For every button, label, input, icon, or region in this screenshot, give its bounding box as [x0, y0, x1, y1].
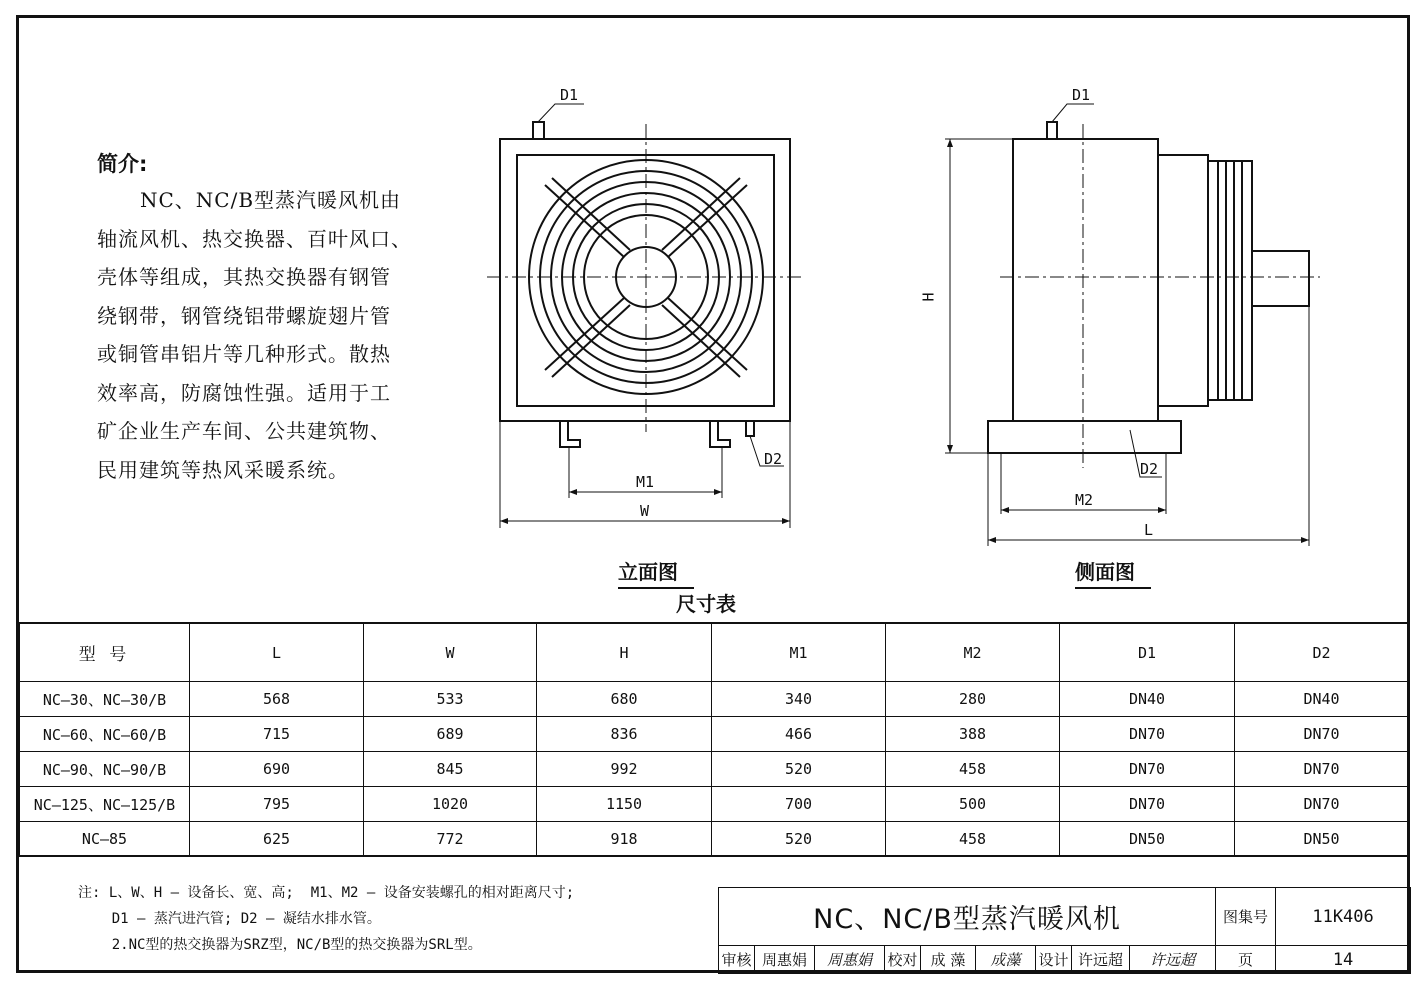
cell-m1: 340 — [712, 682, 886, 717]
drawing-title: NC、NC/B型蒸汽暖风机 — [719, 888, 1216, 946]
cell-d1: DN70 — [1060, 787, 1235, 822]
cell-m2: 388 — [886, 717, 1060, 752]
header-m2: M2 — [886, 623, 1060, 682]
intro-line-7: 矿企业生产车间、公共建筑物、 — [97, 419, 391, 443]
cell-w: 689 — [364, 717, 537, 752]
cell-d2: DN70 — [1235, 787, 1409, 822]
front-view-drawing — [500, 122, 790, 447]
reviewer-signature: 周惠娟 — [815, 946, 885, 974]
side-view-caption: 侧面图 — [1075, 556, 1151, 589]
header-l: L — [190, 623, 364, 682]
cell-m1: 520 — [712, 752, 886, 787]
header-d1: D1 — [1060, 623, 1235, 682]
atlas-label: 图集号 — [1216, 888, 1276, 946]
cell-l: 568 — [190, 682, 364, 717]
cell-model: NC—85 — [20, 822, 190, 857]
cell-l: 690 — [190, 752, 364, 787]
cell-l: 715 — [190, 717, 364, 752]
intro-title: 简介: — [97, 152, 148, 176]
cell-l: 795 — [190, 787, 364, 822]
cell-l: 625 — [190, 822, 364, 857]
atlas-number: 11K406 — [1276, 888, 1411, 946]
cell-model: NC—30、NC—30/B — [20, 682, 190, 717]
front-d1-label: D1 — [560, 86, 579, 104]
cell-m2: 500 — [886, 787, 1060, 822]
cell-d2: DN40 — [1235, 682, 1409, 717]
cell-model: NC—60、NC—60/B — [20, 717, 190, 752]
table-title: 尺寸表 — [676, 592, 736, 616]
intro-line-6: 效率高，防腐蚀性强。适用于工 — [97, 381, 391, 405]
table-header-row — [20, 623, 1409, 682]
cell-d2: DN70 — [1235, 752, 1409, 787]
intro-line-4: 绕钢带，钢管绕铝带螺旋翅片管 — [97, 304, 391, 328]
cell-m2: 458 — [886, 752, 1060, 787]
designer-signature: 许远超 — [1130, 946, 1216, 974]
cell-d1: DN70 — [1060, 752, 1235, 787]
table-row — [20, 787, 1409, 822]
dimension-table — [19, 622, 1409, 857]
notes — [78, 880, 574, 958]
side-h-label: H — [919, 292, 938, 302]
cell-h: 680 — [537, 682, 712, 717]
intro-line-2: 轴流风机、热交换器、百叶风口、 — [97, 227, 412, 251]
cell-w: 772 — [364, 822, 537, 857]
note-line-2: D1 — 蒸汽进汽管; D2 — 凝结水排水管。 — [78, 911, 381, 927]
cell-d2: DN70 — [1235, 717, 1409, 752]
cell-m1: 466 — [712, 717, 886, 752]
table-row — [20, 822, 1409, 857]
intro-line-5: 或铜管串铝片等几种形式。散热 — [97, 342, 391, 366]
check-label: 校对 — [885, 946, 921, 974]
cell-d1: DN50 — [1060, 822, 1235, 857]
front-m1-label: M1 — [636, 473, 655, 491]
header-w: W — [364, 623, 537, 682]
side-d2-label: D2 — [1140, 460, 1159, 478]
cell-m1: 700 — [712, 787, 886, 822]
front-w-label: W — [640, 502, 650, 520]
table-row — [20, 682, 1409, 717]
reviewer-name: 周惠娟 — [755, 946, 815, 974]
cell-model: NC—90、NC—90/B — [20, 752, 190, 787]
cell-d1: DN40 — [1060, 682, 1235, 717]
table-row — [20, 717, 1409, 752]
cell-d2: DN50 — [1235, 822, 1409, 857]
cell-m1: 520 — [712, 822, 886, 857]
front-d2-label: D2 — [764, 450, 783, 468]
cell-h: 836 — [537, 717, 712, 752]
cell-m2: 458 — [886, 822, 1060, 857]
header-h: H — [537, 623, 712, 682]
header-model: 型 号 — [20, 623, 190, 682]
cell-w: 845 — [364, 752, 537, 787]
table-row — [20, 752, 1409, 787]
cell-w: 1020 — [364, 787, 537, 822]
intro-line-3: 壳体等组成，其热交换器有钢管 — [97, 265, 391, 289]
note-line-1: 注: L、W、H — 设备长、宽、高; M1、M2 — 设备安装螺孔的相对距离尺寸; — [78, 885, 575, 901]
checker-name: 成 藻 — [921, 946, 976, 974]
table-bottom-rule — [19, 855, 1408, 857]
title-block — [718, 887, 1411, 974]
cell-d1: DN70 — [1060, 717, 1235, 752]
cell-w: 533 — [364, 682, 537, 717]
intro-line-1: NC、NC/B型蒸汽暖风机由 — [140, 188, 402, 212]
intro-line-8: 民用建筑等热风采暖系统。 — [97, 458, 349, 482]
front-view-caption: 立面图 — [618, 556, 694, 589]
side-l-label: L — [1144, 521, 1154, 539]
side-m2-label: M2 — [1075, 491, 1094, 509]
note-line-3: 2.NC型的热交换器为SRZ型，NC/B型的热交换器为SRL型。 — [78, 937, 482, 953]
designer-name: 许远超 — [1072, 946, 1130, 974]
header-m1: M1 — [712, 623, 886, 682]
side-d1-label: D1 — [1072, 86, 1091, 104]
review-label: 审核 — [719, 946, 755, 974]
cell-m2: 280 — [886, 682, 1060, 717]
cell-h: 1150 — [537, 787, 712, 822]
header-d2: D2 — [1235, 623, 1409, 682]
page-number: 14 — [1276, 946, 1411, 974]
cell-h: 918 — [537, 822, 712, 857]
cell-model: NC—125、NC—125/B — [20, 787, 190, 822]
cell-h: 992 — [537, 752, 712, 787]
side-view-drawing — [988, 122, 1309, 453]
page-label: 页 — [1216, 946, 1276, 974]
design-label: 设计 — [1036, 946, 1072, 974]
checker-signature: 成藻 — [976, 946, 1036, 974]
